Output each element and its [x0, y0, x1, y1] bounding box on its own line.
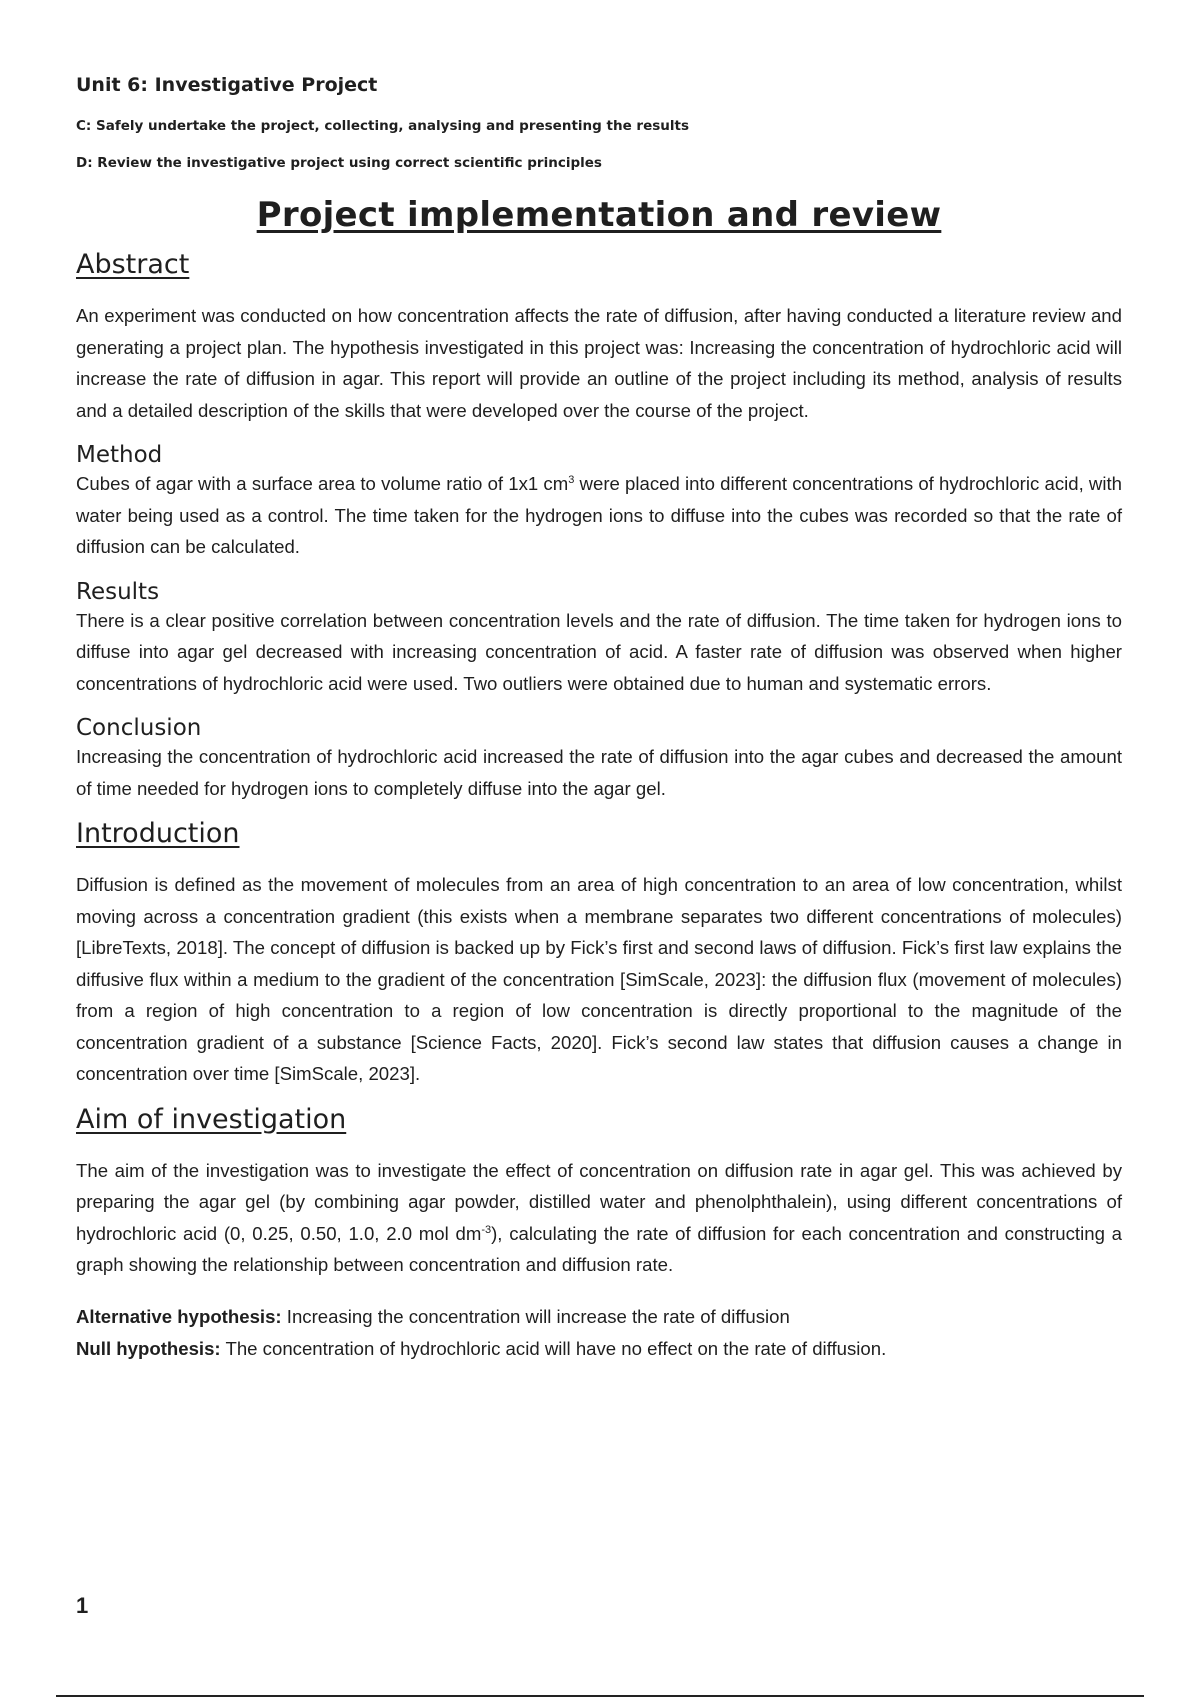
- superscript: -3: [481, 1223, 492, 1236]
- method-heading: Method: [76, 442, 163, 468]
- results-text: There is a clear positive correlation between concentration levels and the rate of diffusion. The time taken for hydrogen ions to diffuse into agar gel decreased with increasing concentration of acid. A faster rate of diffusion was observed when higher concentrations of hydrochloric acid were used. Two outliers were obtained due to human and systematic errors.: [76, 609, 1122, 694]
- unit-title: Unit 6: Investigative Project: [76, 74, 378, 96]
- results-heading: Results: [76, 578, 160, 605]
- introduction-heading: Introduction: [76, 818, 240, 849]
- method-text: Cubes of agar with a surface area to volume ratio of 1x1 $cm^3$ were placed into different concentrations of hydrochloric acid, with water being used as a control. The time taken for the hydrogen ions to diffuse into the cubes was recorded so that the rate of diffusion can be calculated.: [76, 473, 1123, 557]
- criterion-c: C: Safely undertake the project, collecting, analysing and presenting the results: [76, 118, 689, 134]
- footer-divider: [56, 1695, 1144, 1697]
- page-title: Project implementation and review: [256, 195, 942, 235]
- null-hypothesis: Null hypothesis: The concentration of hydrochloric acid will have no effect on the rate of diffusion.: [76, 1337, 887, 1359]
- page-number: 1: [76, 1593, 89, 1618]
- aim-heading: Aim of investigation: [76, 1103, 347, 1135]
- abstract-heading: Abstract: [76, 249, 190, 280]
- abstract-text: An experiment was conducted on how concentration affects the rate of diffusion, after having conducted a literature review and generating a project plan. The hypothesis investigated in this project was: Increasing the concentration of hydrochloric acid will increase the rate of diffusion in agar. This report will provide an outline of the project including its method, analysis of results and a detailed description of the skills that were developed over the course of the project.: [76, 305, 1122, 421]
- conclusion-heading: Conclusion: [76, 715, 202, 741]
- document-page: [76, 62, 1122, 1365]
- aim-text: The aim of the investigation was to investigate the effect of concentration on diffusion rate in agar gel. This was achieved by preparing the agar gel (by combining agar powder, distilled water and phenolphthalein), using different concentrations of hydrochloric acid (0, 0.25, 0.50, 1.0, 2.0 mol $dm^{-3}$), calculating the rate of diffusion for each concentration and constructing a graph showing the relationship between concentration and diffusion rate.: [76, 1159, 1122, 1275]
- superscript: 3: [568, 473, 575, 486]
- conclusion-text: Increasing the concentration of hydrochloric acid increased the rate of diffusion into the agar cubes and decreased the amount of time needed for hydrogen ions to completely diffuse into the agar gel.: [76, 746, 1122, 799]
- alternative-hypothesis: Alternative hypothesis: Increasing the concentration will increase the rate of diffusion: [76, 1305, 790, 1327]
- introduction-text: Diffusion is defined as the movement of molecules from an area of high concentration to an area of low concentration, whilst moving across a concentration gradient (this exists when a membrane separates two different concentrations of molecules) [LibreTexts, 2018]. The concept of diffusion is backed up by Fick’s first and second laws of diffusion. Fick’s first law explains the diffusive flux within a medium to the gradient of the concentration [SimScale, 2023]: the diffusion flux (movement of molecules) from a region of high concentration to a region of low concentration is directly proportional to the magnitude of the concentration gradient of a substance [Science Facts, 2020]. Fick’s second law states that diffusion causes a change in concentration over time [SimScale, 2023].: [76, 874, 1122, 1084]
- criterion-d: D: Review the investigative project using correct scientific principles: [76, 155, 602, 171]
